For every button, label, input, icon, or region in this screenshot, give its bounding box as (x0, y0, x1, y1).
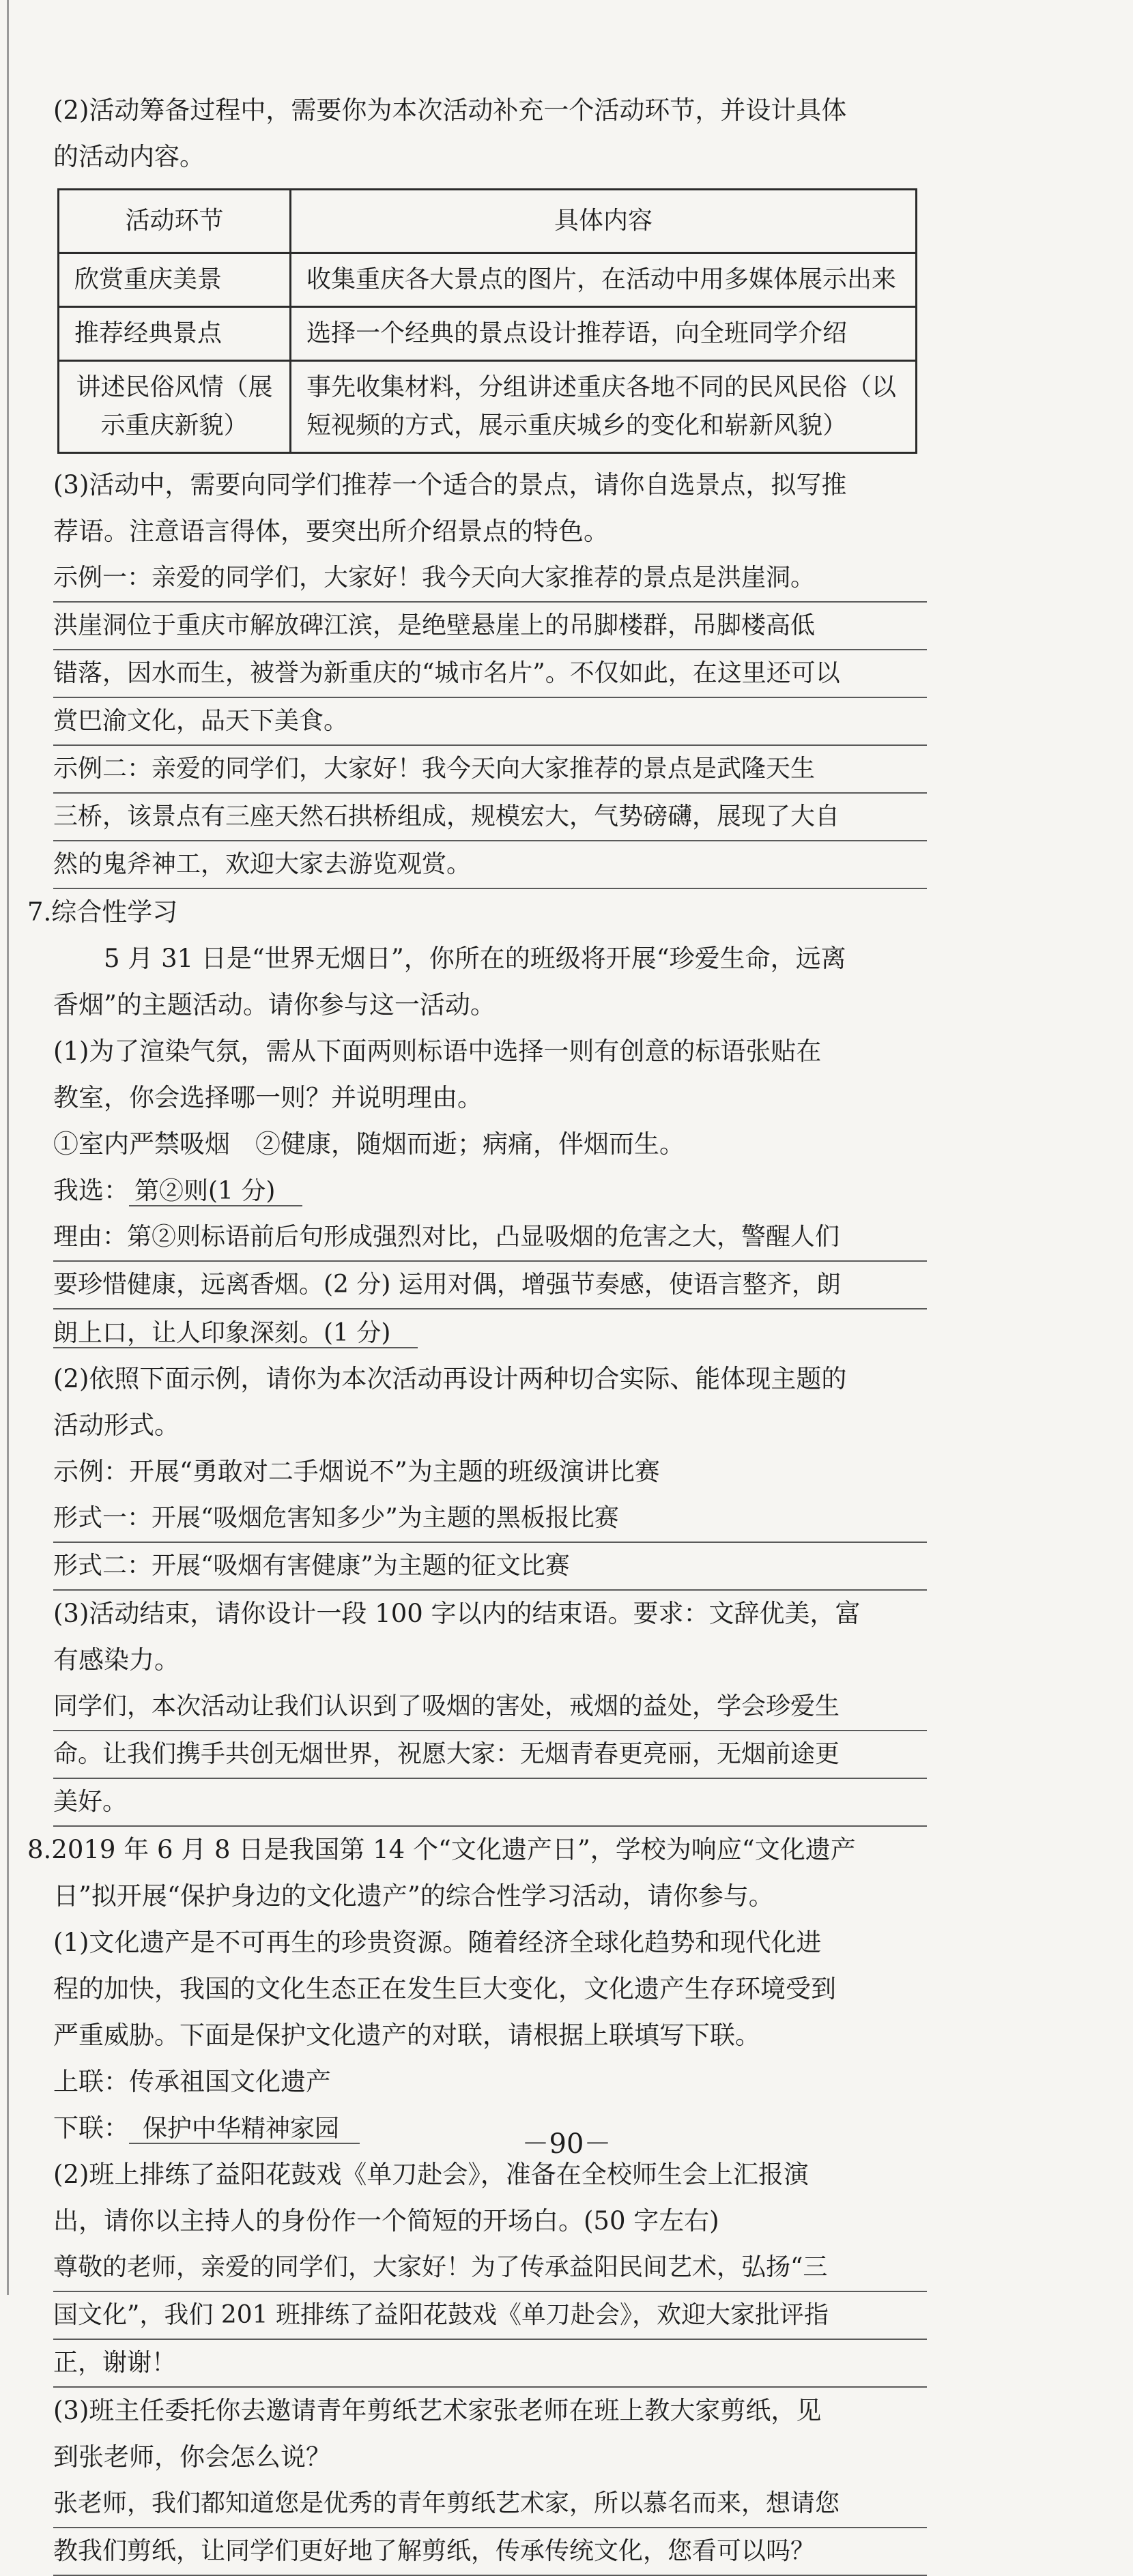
q8-answer-line: 张老师，我们都知道您是优秀的青年剪纸艺术家，所以慕名而来，想请您 (53, 2480, 927, 2528)
q7-example: 示例：开展“勇敢对二手烟说不”为主题的班级演讲比赛 (53, 1457, 660, 1486)
table-row (59, 361, 917, 453)
q6-answer-line: 示例一：亲爱的同学们，大家好！我今天向大家推荐的景点是洪崖洞。 (53, 555, 927, 603)
q7-choice-answer: 第②则(1 分) (129, 1177, 302, 1206)
q8-upper-couplet: 上联：传承祖国文化遗产 (53, 2067, 331, 2096)
q8-part1-line-3: 严重威胁。下面是保护文化遗产的对联，请根据上联填写下联。 (53, 2021, 760, 2050)
table-header-row (59, 190, 917, 253)
q7-reason-line-3-wrap (53, 1309, 927, 1356)
table-cell-content: 收集重庆各大景点的图片，在活动中用多媒体展示出来 (291, 253, 917, 307)
table-row (59, 307, 917, 361)
q7-title: 7.综合性学习 (27, 897, 178, 927)
q7-slogans: ①室内严禁吸烟 ②健康，随烟而逝；病痛，伴烟而生。 (53, 1129, 685, 1159)
page-content (27, 87, 927, 2576)
q6-answer-line: 洪崖洞位于重庆市解放碑江滨，是绝壁悬崖上的吊脚楼群，吊脚楼高低 (53, 603, 927, 650)
q7-part3-line-1: (3)活动结束，请你设计一段 100 字以内的结束语。要求：文辞优美，富 (53, 1599, 861, 1628)
q6-answer-line: 赏巴渝文化，品天下美食。 (53, 698, 927, 746)
q8-part1-line-2: 程的加快，我国的文化生态正在发生巨大变化，文化遗产生存环境受到 (53, 1974, 836, 2003)
q7-form-2: 形式二：开展“吸烟有害健康”为主题的征文比赛 (53, 1543, 927, 1591)
q6-part3-line-2: 荐语。注意语言得体，要突出所介绍景点的特色。 (53, 517, 609, 546)
q8-answer-line: 国文化”，我们 201 班排练了益阳花鼓戏《单刀赴会》，欢迎大家批评指 (53, 2292, 927, 2340)
q8-part1-line-1: (1)文化遗产是不可再生的珍贵资源。随着经济全球化趋势和现代化进 (53, 1928, 822, 1957)
q7-answer-line: 美好。 (53, 1779, 927, 1827)
q7-part3-line-2: 有感染力。 (53, 1645, 180, 1675)
q8-answer-line: 教我们剪纸，让同学们更好地了解剪纸，传承传统文化，您看可以吗？ (53, 2528, 927, 2576)
q7-choice-row (53, 1168, 927, 1214)
q8-lower-label: 下联： (53, 2113, 129, 2143)
q7-intro-line-1: 5 月 31 日是“世界无烟日”，你所在的班级将开展“珍爱生命，远离 (104, 944, 846, 973)
q7-choice-label: 我选： (53, 1176, 129, 1205)
q6-part2-line-2: 的活动内容。 (53, 142, 205, 171)
q7-intro-line-2: 香烟”的主题活动。请你参与这一活动。 (53, 990, 496, 1019)
q8-answer-line: 尊敬的老师，亲爱的同学们，大家好！为了传承益阳民间艺术，弘扬“三 (53, 2244, 927, 2292)
table-cell-content: 选择一个经典的景点设计推荐语，向全班同学介绍 (291, 307, 917, 361)
table-header-step: 活动环节 (59, 190, 291, 253)
q6-answer-line: 错落，因水而生，被誉为新重庆的“城市名片”。不仅如此，在这里还可以 (53, 650, 927, 698)
q8-part2-line-2: 出，请你以主持人的身份作一个简短的开场白。(50 字左右) (53, 2206, 719, 2235)
q7-reason-line: 要珍惜健康，远离香烟。(2 分) 运用对偶，增强节奏感，使语言整齐，朗 (53, 1262, 927, 1309)
table-cell-step: 欣赏重庆美景 (59, 253, 291, 307)
q8-intro-line-2: 日”拟开展“保护身边的文化遗产”的综合性学习活动，请你参与。 (53, 1881, 774, 1911)
table-row (59, 253, 917, 307)
q6-part3-line-1: (3)活动中，需要向同学们推荐一个适合的景点，请你自选景点，拟写推 (53, 470, 847, 500)
q6-answer-line: 三桥，该景点有三座天然石拱桥组成，规模宏大，气势磅礴，展现了大自 (53, 794, 927, 841)
q7-reason-line: 朗上口，让人印象深刻。(1 分) (53, 1319, 418, 1348)
q7-answer-line: 命。让我们携手共创无烟世界，祝愿大家：无烟青春更亮丽，无烟前途更 (53, 1731, 927, 1779)
q6-answer-line: 然的鬼斧神工，欢迎大家去游览观赏。 (53, 841, 927, 889)
q7-part2-line-2: 活动形式。 (53, 1410, 180, 1440)
q7-reason-line: 理由：第②则标语前后句形成强烈对比，凸显吸烟的危害之大，警醒人们 (53, 1214, 927, 1262)
q7-part2-line-1: (2)依照下面示例，请你为本次活动再设计两种切合实际、能体现主题的 (53, 1364, 847, 1393)
q7-part1-line-1: (1)为了渲染气氛，需从下面两则标语中选择一则有创意的标语张贴在 (53, 1037, 822, 1066)
activity-table (57, 188, 917, 454)
table-header-content: 具体内容 (291, 190, 917, 253)
q7-answer-line: 同学们，本次活动让我们认识到了吸烟的害处，戒烟的益处，学会珍爱生 (53, 1683, 927, 1731)
table-cell-content: 事先收集材料，分组讲述重庆各地不同的民风民俗（以短视频的方式，展示重庆城乡的变化和崭新风貌） (291, 361, 917, 453)
q8-intro-line-1: 8.2019 年 6 月 8 日是我国第 14 个“文化遗产日”，学校为响应“文化遗产 (27, 1835, 856, 1864)
q6-part2-line-1: (2)活动筹备过程中，需要你为本次活动补充一个活动环节，并设计具体 (53, 96, 847, 125)
page-number: －90－ (521, 2128, 612, 2160)
q7-part1-line-2: 教室，你会选择哪一则？并说明理由。 (53, 1083, 483, 1112)
page-edge-line (7, 0, 9, 2295)
q8-part3-line-1: (3)班主任委托你去邀请青年剪纸艺术家张老师在班上教大家剪纸，见 (53, 2396, 822, 2425)
table-cell-step: 讲述民俗风情（展示重庆新貌） (59, 361, 291, 453)
q8-answer-line: 正，谢谢！ (53, 2340, 927, 2388)
q8-part2-line-1: (2)班上排练了益阳花鼓戏《单刀赴会》，准备在全校师生会上汇报演 (53, 2160, 809, 2189)
q6-answer-line: 示例二：亲爱的同学们，大家好！我今天向大家推荐的景点是武隆天生 (53, 746, 927, 794)
table-cell-step: 推荐经典景点 (59, 307, 291, 361)
q8-lower-answer: 保护中华精神家园 (129, 2115, 360, 2144)
q7-form-1: 形式一：开展“吸烟危害知多少”为主题的黑板报比赛 (53, 1495, 927, 1543)
q8-part3-line-2: 到张老师，你会怎么说？ (53, 2442, 331, 2472)
